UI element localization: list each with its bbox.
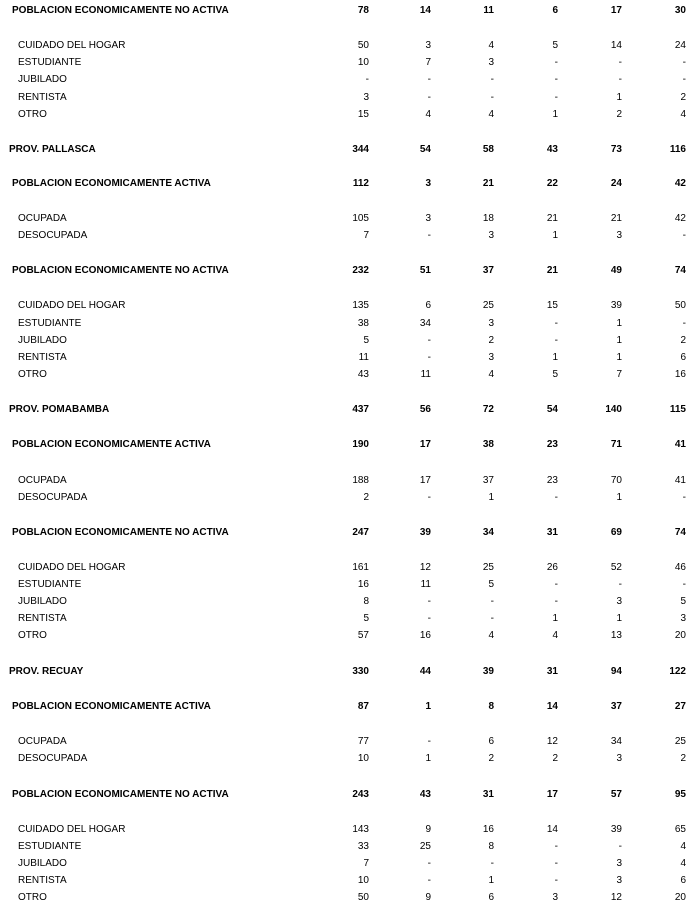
cell-value: 18 — [482, 213, 494, 224]
cell-value: 6 — [680, 875, 686, 886]
cell-value: 95 — [674, 789, 686, 800]
cell-value: - — [427, 596, 431, 607]
table-row — [0, 474, 689, 488]
row-label: RENTISTA — [18, 92, 67, 103]
cell-value: - — [427, 736, 431, 747]
table-row — [0, 56, 689, 70]
cell-value: 143 — [352, 824, 369, 835]
cell-value: 15 — [546, 300, 558, 311]
cell-value: 10 — [357, 57, 369, 68]
cell-value: 1 — [425, 753, 431, 764]
cell-value: 37 — [482, 475, 494, 486]
province-row — [0, 143, 689, 157]
row-label: ESTUDIANTE — [18, 57, 82, 68]
cell-value: 3 — [616, 230, 622, 241]
cell-value: 57 — [357, 630, 369, 641]
cell-value: 74 — [674, 265, 686, 276]
cell-value: 5 — [488, 579, 494, 590]
table-row — [0, 317, 689, 331]
table-row — [0, 73, 689, 87]
cell-value: 112 — [352, 178, 369, 189]
cell-value: 3 — [616, 596, 622, 607]
row-label: CUIDADO DEL HOGAR — [18, 300, 126, 311]
table-row — [0, 334, 689, 348]
cell-value: - — [490, 858, 494, 869]
cell-value: - — [682, 579, 686, 590]
cell-value: 23 — [546, 439, 558, 450]
cell-value: 71 — [610, 439, 622, 450]
cell-value: 34 — [482, 527, 494, 538]
section-row — [0, 177, 689, 191]
cell-value: 3 — [552, 892, 558, 903]
cell-value: - — [554, 318, 558, 329]
cell-value: - — [427, 858, 431, 869]
cell-value: 16 — [357, 579, 369, 590]
cell-value: 37 — [482, 265, 494, 276]
cell-value: 1 — [616, 92, 622, 103]
cell-value: - — [427, 613, 431, 624]
cell-value: 38 — [482, 439, 494, 450]
cell-value: 50 — [357, 892, 369, 903]
table-row — [0, 874, 689, 888]
cell-value: 70 — [610, 475, 622, 486]
cell-value: 22 — [546, 178, 558, 189]
cell-value: 46 — [674, 562, 686, 573]
cell-value: 330 — [352, 666, 369, 677]
table-row — [0, 735, 689, 749]
cell-value: 15 — [357, 109, 369, 120]
cell-value: - — [427, 492, 431, 503]
cell-value: 140 — [605, 404, 622, 415]
section-row — [0, 264, 689, 278]
cell-value: 5 — [363, 613, 369, 624]
table-row — [0, 612, 689, 626]
cell-value: 21 — [482, 178, 494, 189]
cell-value: 2 — [680, 335, 686, 346]
cell-value: 26 — [546, 562, 558, 573]
cell-value: 14 — [419, 5, 431, 16]
cell-value: 1 — [616, 318, 622, 329]
table-row — [0, 368, 689, 382]
cell-value: 2 — [552, 753, 558, 764]
cell-value: - — [554, 875, 558, 886]
cell-value: 10 — [357, 875, 369, 886]
cell-value: 38 — [357, 318, 369, 329]
table-row — [0, 229, 689, 243]
table-row — [0, 752, 689, 766]
cell-value: - — [554, 57, 558, 68]
cell-value: 135 — [352, 300, 369, 311]
row-label: OTRO — [18, 630, 47, 641]
cell-value: - — [682, 492, 686, 503]
cell-value: - — [427, 875, 431, 886]
cell-value: 8 — [488, 701, 494, 712]
cell-value: 344 — [352, 144, 369, 155]
cell-value: - — [554, 841, 558, 852]
cell-value: 1 — [425, 701, 431, 712]
cell-value: 2 — [616, 109, 622, 120]
cell-value: 1 — [488, 492, 494, 503]
cell-value: 2 — [680, 92, 686, 103]
cell-value: 247 — [352, 527, 369, 538]
cell-value: - — [554, 74, 558, 85]
cell-value: - — [554, 492, 558, 503]
cell-value: 20 — [674, 630, 686, 641]
table-row — [0, 491, 689, 505]
row-label: POBLACION ECONOMICAMENTE ACTIVA — [12, 701, 211, 712]
row-label: ESTUDIANTE — [18, 841, 82, 852]
cell-value: 7 — [363, 230, 369, 241]
cell-value: 9 — [425, 892, 431, 903]
row-label: PROV. PALLASCA — [9, 144, 96, 155]
cell-value: 3 — [425, 178, 431, 189]
cell-value: 1 — [616, 613, 622, 624]
cell-value: 13 — [610, 630, 622, 641]
cell-value: 12 — [610, 892, 622, 903]
table-row — [0, 39, 689, 53]
row-label: RENTISTA — [18, 875, 67, 886]
cell-value: 24 — [610, 178, 622, 189]
cell-value: 1 — [552, 352, 558, 363]
cell-value: 21 — [610, 213, 622, 224]
cell-value: 27 — [674, 701, 686, 712]
cell-value: 188 — [352, 475, 369, 486]
cell-value: 74 — [674, 527, 686, 538]
cell-value: 39 — [610, 824, 622, 835]
cell-value: 1 — [488, 875, 494, 886]
row-label: POBLACION ECONOMICAMENTE NO ACTIVA — [12, 527, 229, 538]
cell-value: 20 — [674, 892, 686, 903]
cell-value: 58 — [482, 144, 494, 155]
cell-value: - — [618, 57, 622, 68]
cell-value: 49 — [610, 265, 622, 276]
cell-value: 2 — [363, 492, 369, 503]
row-label: DESOCUPADA — [18, 230, 88, 241]
section-row — [0, 788, 689, 802]
row-label: CUIDADO DEL HOGAR — [18, 562, 126, 573]
cell-value: 4 — [680, 841, 686, 852]
cell-value: 11 — [420, 369, 431, 380]
section-row — [0, 4, 689, 18]
cell-value: 87 — [357, 701, 369, 712]
cell-value: 10 — [357, 753, 369, 764]
table-row — [0, 578, 689, 592]
table-row — [0, 595, 689, 609]
cell-value: 8 — [488, 841, 494, 852]
cell-value: 5 — [552, 369, 558, 380]
cell-value: - — [682, 74, 686, 85]
cell-value: - — [554, 858, 558, 869]
cell-value: - — [490, 92, 494, 103]
cell-value: 4 — [552, 630, 558, 641]
cell-value: 1 — [552, 230, 558, 241]
table-row — [0, 351, 689, 365]
cell-value: 43 — [357, 369, 369, 380]
cell-value: - — [618, 579, 622, 590]
row-label: JUBILADO — [18, 74, 67, 85]
row-label: DESOCUPADA — [18, 492, 88, 503]
row-label: OTRO — [18, 369, 47, 380]
cell-value: 6 — [488, 892, 494, 903]
cell-value: 33 — [357, 841, 369, 852]
cell-value: 54 — [419, 144, 431, 155]
cell-value: 7 — [616, 369, 622, 380]
cell-value: 4 — [488, 630, 494, 641]
cell-value: - — [554, 596, 558, 607]
cell-value: 3 — [616, 753, 622, 764]
cell-value: 41 — [674, 475, 686, 486]
cell-value: 39 — [419, 527, 431, 538]
cell-value: 116 — [669, 144, 686, 155]
cell-value: - — [618, 841, 622, 852]
cell-value: - — [490, 596, 494, 607]
cell-value: 437 — [352, 404, 369, 415]
cell-value: 54 — [546, 404, 558, 415]
cell-value: 25 — [419, 841, 431, 852]
cell-value: 4 — [488, 40, 494, 51]
row-label: JUBILADO — [18, 335, 67, 346]
row-label: POBLACION ECONOMICAMENTE NO ACTIVA — [12, 5, 229, 16]
cell-value: 115 — [669, 404, 686, 415]
cell-value: 232 — [352, 265, 369, 276]
table-row — [0, 629, 689, 643]
cell-value: 39 — [610, 300, 622, 311]
cell-value: 1 — [616, 352, 622, 363]
cell-value: 34 — [419, 318, 431, 329]
cell-value: 4 — [680, 858, 686, 869]
cell-value: 5 — [363, 335, 369, 346]
table-row — [0, 857, 689, 871]
cell-value: - — [490, 74, 494, 85]
cell-value: 44 — [419, 666, 431, 677]
table-row — [0, 561, 689, 575]
cell-value: 4 — [488, 109, 494, 120]
cell-value: - — [554, 92, 558, 103]
cell-value: 51 — [419, 265, 431, 276]
cell-value: - — [682, 57, 686, 68]
cell-value: 16 — [482, 824, 494, 835]
cell-value: 6 — [425, 300, 431, 311]
cell-value: 1 — [552, 109, 558, 120]
cell-value: - — [682, 230, 686, 241]
cell-value: 6 — [680, 352, 686, 363]
cell-value: 24 — [674, 40, 686, 51]
table-row — [0, 891, 689, 905]
cell-value: - — [682, 318, 686, 329]
table-row — [0, 212, 689, 226]
province-row — [0, 403, 689, 417]
cell-value: 50 — [674, 300, 686, 311]
table-row — [0, 840, 689, 854]
cell-value: 3 — [488, 57, 494, 68]
cell-value: 31 — [546, 527, 558, 538]
cell-value: 11 — [358, 352, 369, 363]
cell-value: 3 — [425, 213, 431, 224]
cell-value: 2 — [488, 335, 494, 346]
cell-value: 21 — [546, 265, 558, 276]
cell-value: 25 — [674, 736, 686, 747]
cell-value: 30 — [674, 5, 686, 16]
row-label: OTRO — [18, 109, 47, 120]
cell-value: 14 — [546, 701, 558, 712]
cell-value: 7 — [425, 57, 431, 68]
cell-value: - — [427, 335, 431, 346]
cell-value: 3 — [616, 858, 622, 869]
cell-value: 42 — [674, 178, 686, 189]
cell-value: 78 — [357, 5, 369, 16]
section-row — [0, 438, 689, 452]
row-label: PROV. POMABAMBA — [9, 404, 110, 415]
cell-value: - — [554, 579, 558, 590]
cell-value: 14 — [546, 824, 558, 835]
row-label: JUBILADO — [18, 596, 67, 607]
table-row — [0, 823, 689, 837]
cell-value: 1 — [552, 613, 558, 624]
cell-value: 21 — [546, 213, 558, 224]
cell-value: - — [490, 613, 494, 624]
cell-value: 9 — [425, 824, 431, 835]
cell-value: 2 — [488, 753, 494, 764]
cell-value: 12 — [546, 736, 558, 747]
province-row — [0, 665, 689, 679]
row-label: OCUPADA — [18, 475, 67, 486]
cell-value: 25 — [482, 300, 494, 311]
row-label: POBLACION ECONOMICAMENTE NO ACTIVA — [12, 789, 229, 800]
cell-value: 17 — [610, 5, 622, 16]
table-row — [0, 108, 689, 122]
cell-value: 31 — [482, 789, 494, 800]
cell-value: 17 — [419, 439, 431, 450]
section-row — [0, 700, 689, 714]
section-row — [0, 526, 689, 540]
cell-value: 4 — [680, 109, 686, 120]
cell-value: 43 — [419, 789, 431, 800]
row-label: CUIDADO DEL HOGAR — [18, 824, 126, 835]
cell-value: 2 — [680, 753, 686, 764]
cell-value: 3 — [488, 230, 494, 241]
cell-value: 3 — [363, 92, 369, 103]
cell-value: 1 — [616, 492, 622, 503]
cell-value: 50 — [357, 40, 369, 51]
cell-value: 37 — [610, 701, 622, 712]
cell-value: 16 — [674, 369, 686, 380]
row-label: OCUPADA — [18, 736, 67, 747]
cell-value: 6 — [488, 736, 494, 747]
row-label: ESTUDIANTE — [18, 579, 82, 590]
row-label: RENTISTA — [18, 352, 67, 363]
cell-value: 5 — [552, 40, 558, 51]
cell-value: - — [618, 74, 622, 85]
row-label: RENTISTA — [18, 613, 67, 624]
cell-value: 11 — [483, 5, 494, 16]
cell-value: 14 — [610, 40, 622, 51]
cell-value: 161 — [352, 562, 369, 573]
cell-value: 5 — [680, 596, 686, 607]
cell-value: 11 — [420, 579, 431, 590]
row-label: CUIDADO DEL HOGAR — [18, 40, 126, 51]
cell-value: 56 — [419, 404, 431, 415]
cell-value: 16 — [419, 630, 431, 641]
cell-value: 4 — [488, 369, 494, 380]
cell-value: 31 — [546, 666, 558, 677]
cell-value: 43 — [546, 144, 558, 155]
row-label: OCUPADA — [18, 213, 67, 224]
cell-value: 72 — [482, 404, 494, 415]
cell-value: 7 — [363, 858, 369, 869]
table-row — [0, 91, 689, 105]
row-label: POBLACION ECONOMICAMENTE ACTIVA — [12, 439, 211, 450]
cell-value: 122 — [669, 666, 686, 677]
cell-value: 105 — [352, 213, 369, 224]
cell-value: 52 — [610, 562, 622, 573]
row-label: PROV. RECUAY — [9, 666, 84, 677]
cell-value: 69 — [610, 527, 622, 538]
cell-value: 1 — [616, 335, 622, 346]
cell-value: 3 — [425, 40, 431, 51]
row-label: OTRO — [18, 892, 47, 903]
cell-value: - — [554, 335, 558, 346]
cell-value: 57 — [610, 789, 622, 800]
cell-value: 6 — [552, 5, 558, 16]
cell-value: 77 — [357, 736, 369, 747]
cell-value: 17 — [546, 789, 558, 800]
cell-value: 17 — [419, 475, 431, 486]
cell-value: 94 — [610, 666, 622, 677]
cell-value: 65 — [674, 824, 686, 835]
cell-value: 34 — [610, 736, 622, 747]
cell-value: 3 — [680, 613, 686, 624]
cell-value: 42 — [674, 213, 686, 224]
cell-value: 3 — [488, 352, 494, 363]
cell-value: 3 — [488, 318, 494, 329]
row-label: POBLACION ECONOMICAMENTE NO ACTIVA — [12, 265, 229, 276]
cell-value: 190 — [352, 439, 369, 450]
cell-value: 25 — [482, 562, 494, 573]
row-label: ESTUDIANTE — [18, 318, 82, 329]
cell-value: 3 — [616, 875, 622, 886]
cell-value: - — [427, 92, 431, 103]
cell-value: - — [365, 74, 369, 85]
cell-value: 243 — [352, 789, 369, 800]
cell-value: 41 — [674, 439, 686, 450]
cell-value: 23 — [546, 475, 558, 486]
table-row — [0, 299, 689, 313]
cell-value: 12 — [419, 562, 431, 573]
cell-value: - — [427, 74, 431, 85]
row-label: DESOCUPADA — [18, 753, 88, 764]
row-label: JUBILADO — [18, 858, 67, 869]
cell-value: 4 — [425, 109, 431, 120]
row-label: POBLACION ECONOMICAMENTE ACTIVA — [12, 178, 211, 189]
cell-value: 8 — [363, 596, 369, 607]
cell-value: - — [427, 230, 431, 241]
cell-value: 39 — [482, 666, 494, 677]
cell-value: - — [427, 352, 431, 363]
cell-value: 73 — [610, 144, 622, 155]
